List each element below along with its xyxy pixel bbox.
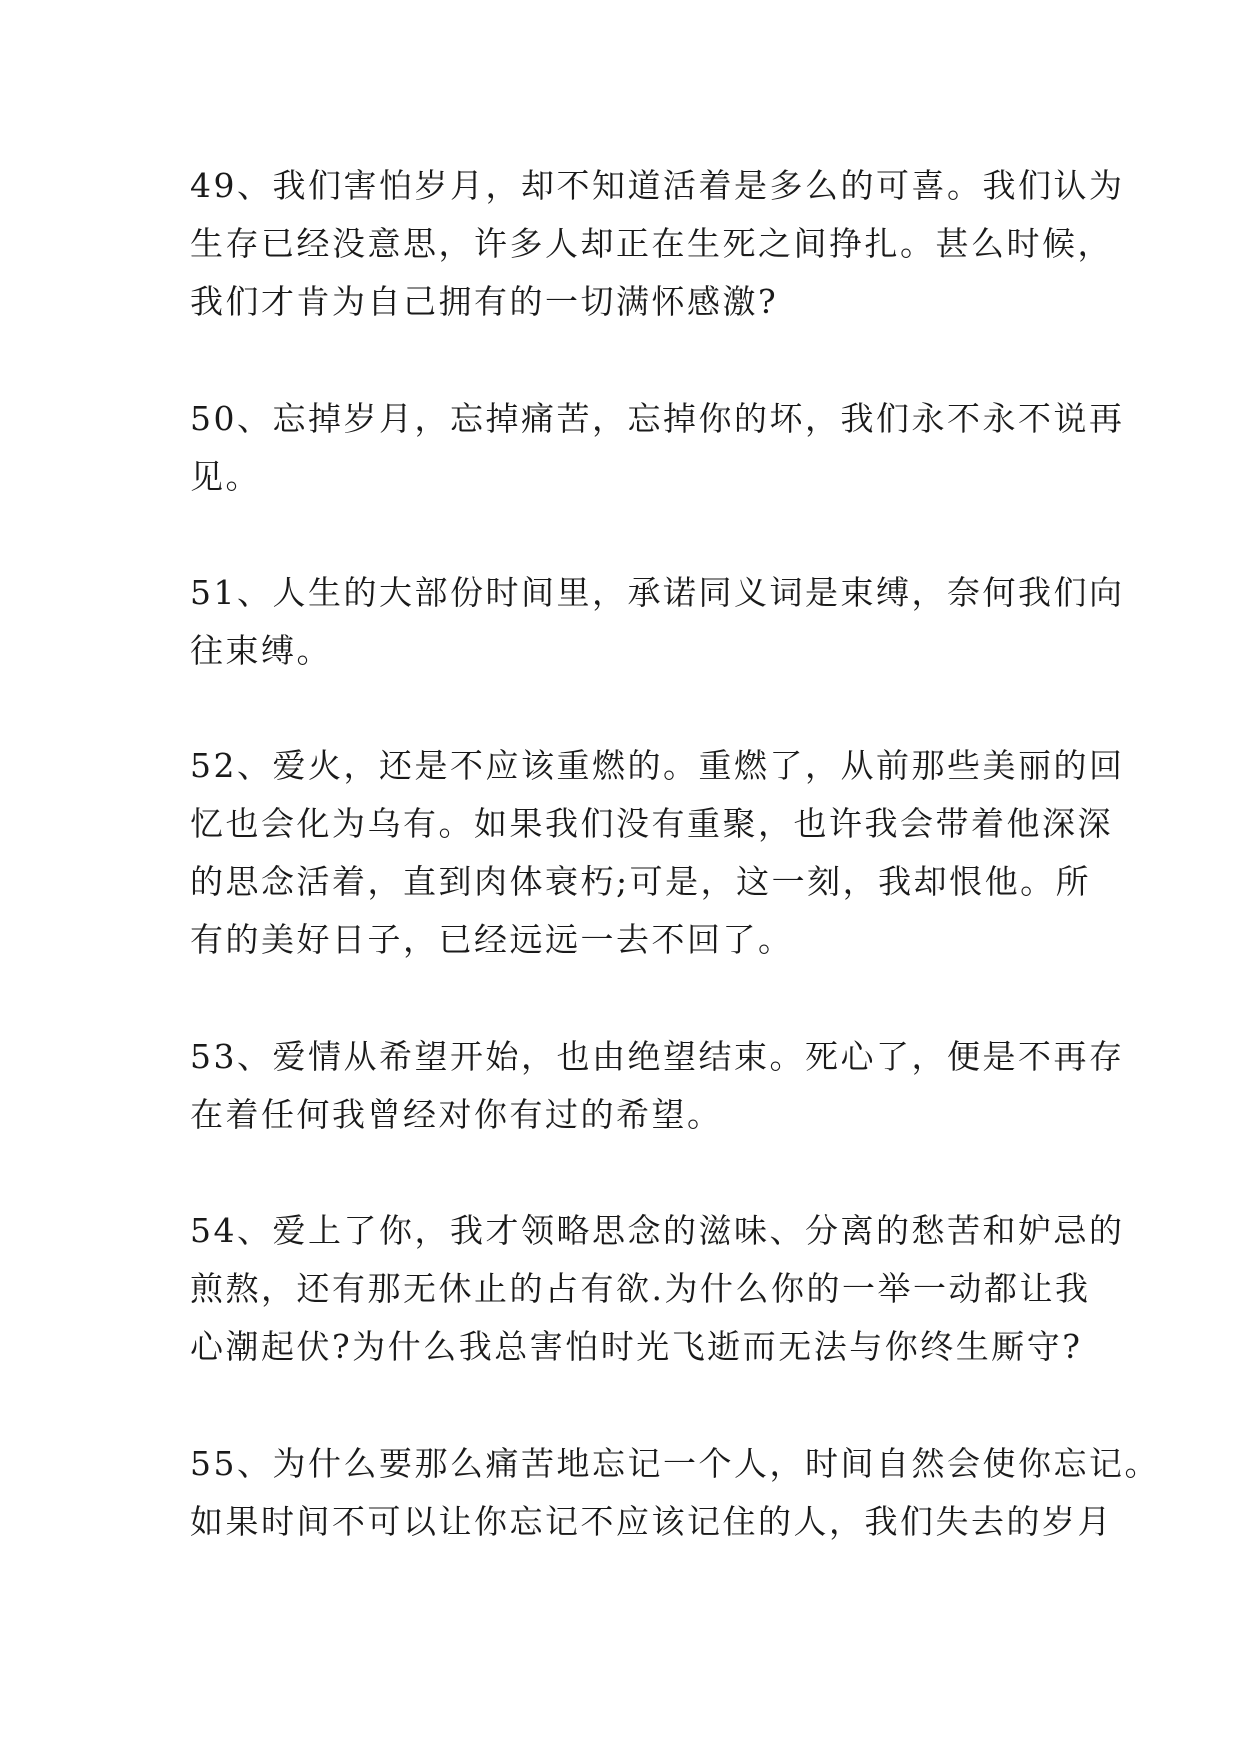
- paragraph-line: 50、忘掉岁月，忘掉痛苦，忘掉你的坏，我们永不永不说再: [190, 399, 1125, 438]
- paragraph-line: 49、我们害怕岁月，却不知道活着是多么的可喜。我们认为: [190, 166, 1125, 205]
- paragraph-line: 心潮起伏?为什么我总害怕时光飞逝而无法与你终生厮守?: [190, 1327, 1083, 1366]
- paragraph-line: 54、爱上了你，我才领略思念的滋味、分离的愁苦和妒忌的: [190, 1211, 1125, 1250]
- paragraph-line: 忆也会化为乌有。如果我们没有重聚，也许我会带着他深深: [190, 804, 1113, 843]
- paragraph-line: 52、爱火，还是不应该重燃的。重燃了，从前那些美丽的回: [190, 746, 1125, 785]
- paragraph-line: 53、爱情从希望开始，也由绝望结束。死心了，便是不再存: [190, 1037, 1125, 1076]
- paragraph-line: 我们才肯为自己拥有的一切满怀感激?: [190, 282, 779, 321]
- paragraph-line: 55、为什么要那么痛苦地忘记一个人，时间自然会使你忘记。: [190, 1444, 1160, 1483]
- paragraph-53: [190, 1028, 1125, 1144]
- paragraph-line: 煎熬，还有那无休止的占有欲.为什么你的一举一动都让我: [190, 1269, 1091, 1308]
- paragraph-55: [190, 1435, 1160, 1551]
- paragraph-52: [190, 737, 1125, 969]
- paragraph-line: 在着任何我曾经对你有过的希望。: [190, 1095, 723, 1134]
- paragraph-51: [190, 564, 1125, 680]
- paragraph-line: 生存已经没意思，许多人却正在生死之间挣扎。甚么时候，: [190, 224, 1113, 263]
- paragraph-line: 往束缚。: [190, 631, 332, 670]
- paragraph-49: [190, 157, 1125, 331]
- paragraph-line: 51、人生的大部份时间里，承诺同义词是束缚，奈何我们向: [190, 573, 1125, 612]
- paragraph-line: 有的美好日子，已经远远一去不回了。: [190, 920, 794, 959]
- paragraph-50: [190, 390, 1125, 506]
- paragraph-line: 如果时间不可以让你忘记不应该记住的人，我们失去的岁月: [190, 1502, 1113, 1541]
- paragraph-line: 见。: [190, 457, 261, 496]
- paragraph-line: 的思念活着，直到肉体衰朽;可是，这一刻，我却恨他。所: [190, 862, 1092, 901]
- paragraph-54: [190, 1202, 1125, 1376]
